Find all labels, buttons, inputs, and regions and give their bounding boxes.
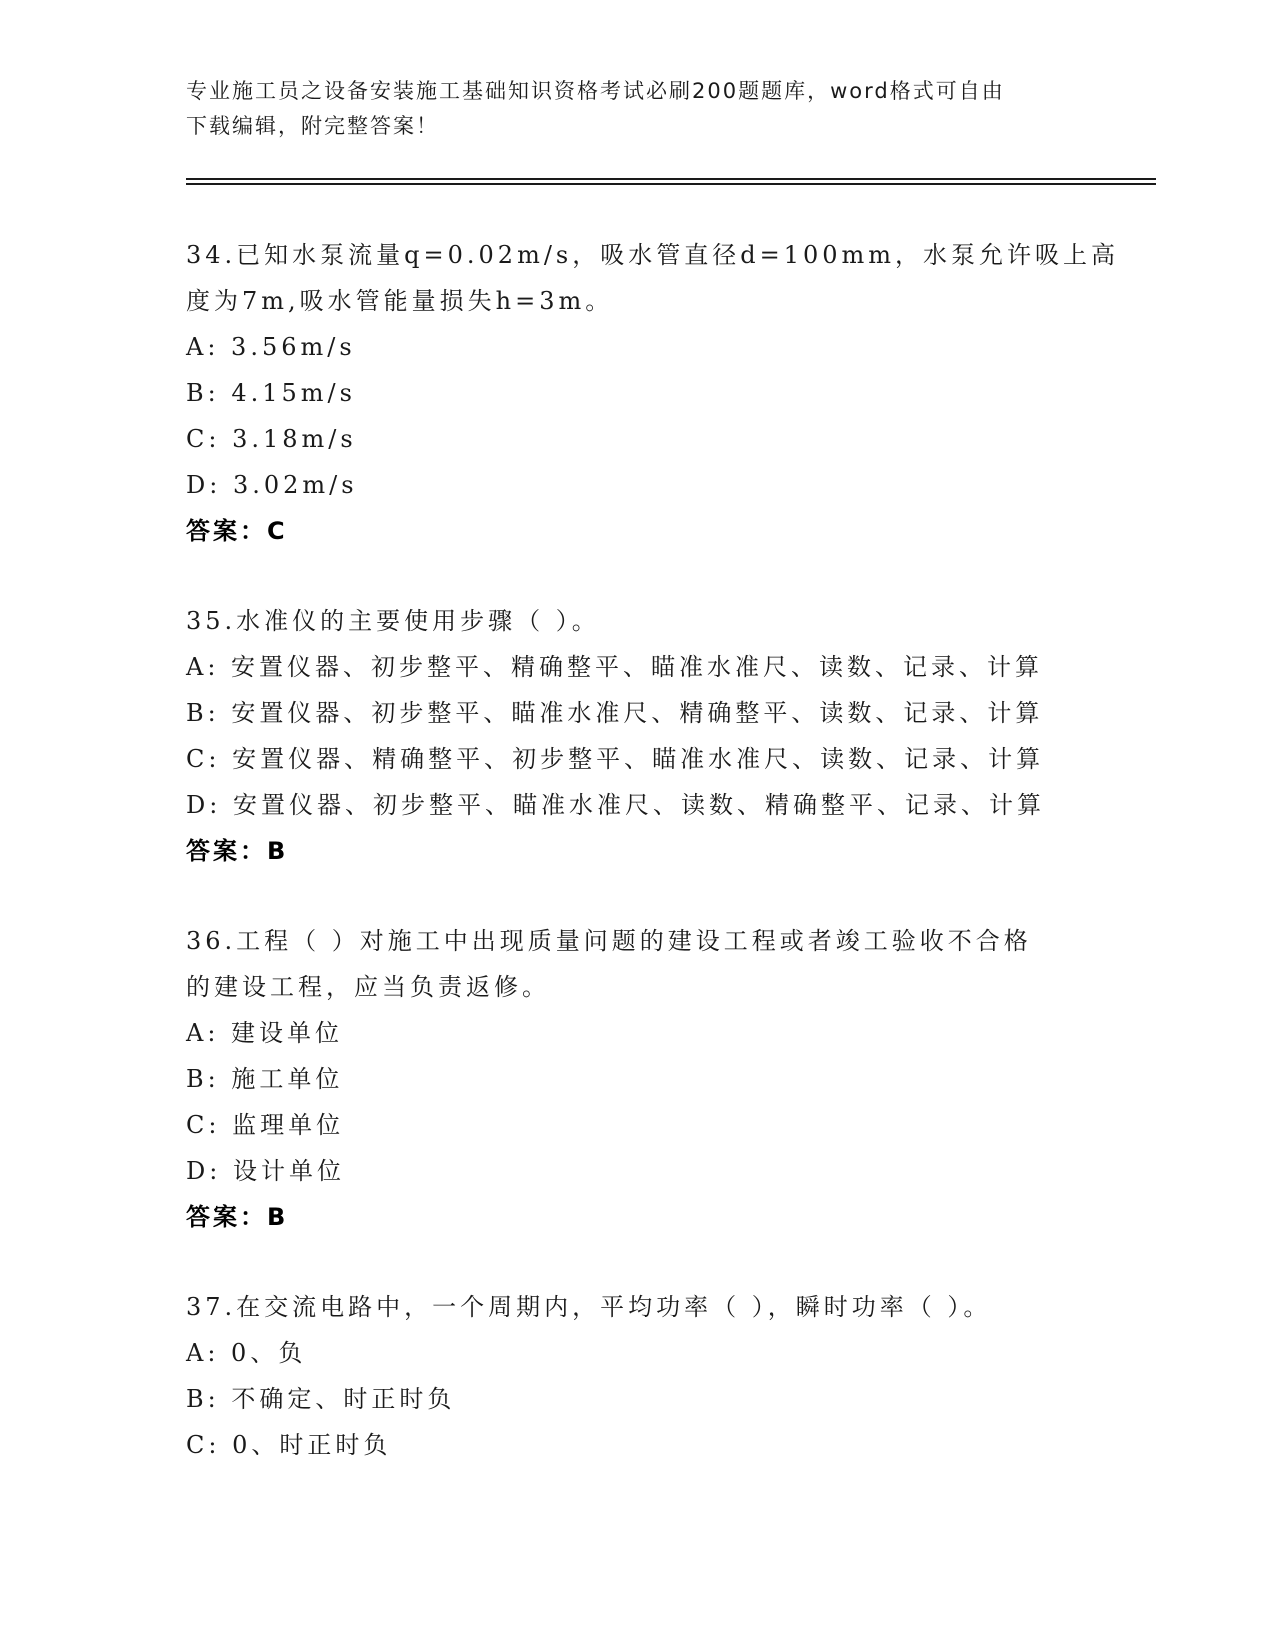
option-d: D: 3.02m/s: [186, 471, 358, 499]
answer-label: 答案：B: [186, 837, 289, 865]
option-b: B: 安置仪器、初步整平、瞄准水准尺、精确整平、读数、记录、计算: [186, 699, 1044, 727]
question-stem-line: 36.工程（ ）对施工中出现质量问题的建设工程或者竣工验收不合格: [186, 927, 1032, 955]
header-line-2: 下载编辑，附完整答案！: [186, 114, 439, 138]
question-37: [186, 1284, 1086, 1468]
option-c: C: 0、时正时负: [186, 1431, 392, 1459]
answer-label: 答案：B: [186, 1203, 289, 1231]
option-a: A: 建设单位: [186, 1019, 344, 1047]
answer-label: 答案：C: [186, 517, 288, 545]
option-c: C: 监理单位: [186, 1111, 345, 1139]
question-spacer: [186, 554, 1086, 598]
document-header: [186, 74, 1086, 144]
option-b: B: 施工单位: [186, 1065, 344, 1093]
option-b: B: 不确定、时正时负: [186, 1385, 456, 1413]
question-list: [186, 232, 1120, 1468]
option-a: A: 0、负: [186, 1339, 307, 1367]
option-a: A: 安置仪器、初步整平、精确整平、瞄准水准尺、读数、记录、计算: [186, 653, 1044, 681]
header-divider-top: [186, 178, 1156, 180]
question-35: [186, 598, 1086, 874]
option-b: B: 4.15m/s: [186, 379, 356, 407]
option-c: C: 3.18m/s: [186, 425, 357, 453]
header-line-1: 专业施工员之设备安装施工基础知识资格考试必刷200题题库，word格式可自由: [186, 79, 1005, 103]
question-stem-line: 34.已知水泵流量q=0.02m/s，吸水管直径d=100mm，水泵允许吸上高: [186, 241, 1120, 269]
option-d: D: 设计单位: [186, 1157, 345, 1185]
question-stem-line: 37.在交流电路中，一个周期内，平均功率（ ），瞬时功率（ ）。: [186, 1293, 992, 1321]
question-spacer: [186, 874, 1086, 918]
question-stem-line: 的建设工程，应当负责返修。: [186, 973, 550, 1001]
option-d: D: 安置仪器、初步整平、瞄准水准尺、读数、精确整平、记录、计算: [186, 791, 1045, 819]
question-36: [186, 918, 1086, 1240]
header-divider-bottom: [186, 183, 1156, 185]
question-34: [186, 232, 1120, 554]
option-c: C: 安置仪器、精确整平、初步整平、瞄准水准尺、读数、记录、计算: [186, 745, 1045, 773]
question-stem-line: 35.水准仪的主要使用步骤（ ）。: [186, 607, 600, 635]
question-stem-line: 度为7m,吸水管能量损失h=3m。: [186, 287, 614, 315]
question-spacer: [186, 1240, 1086, 1284]
option-a: A: 3.56m/s: [186, 333, 356, 361]
